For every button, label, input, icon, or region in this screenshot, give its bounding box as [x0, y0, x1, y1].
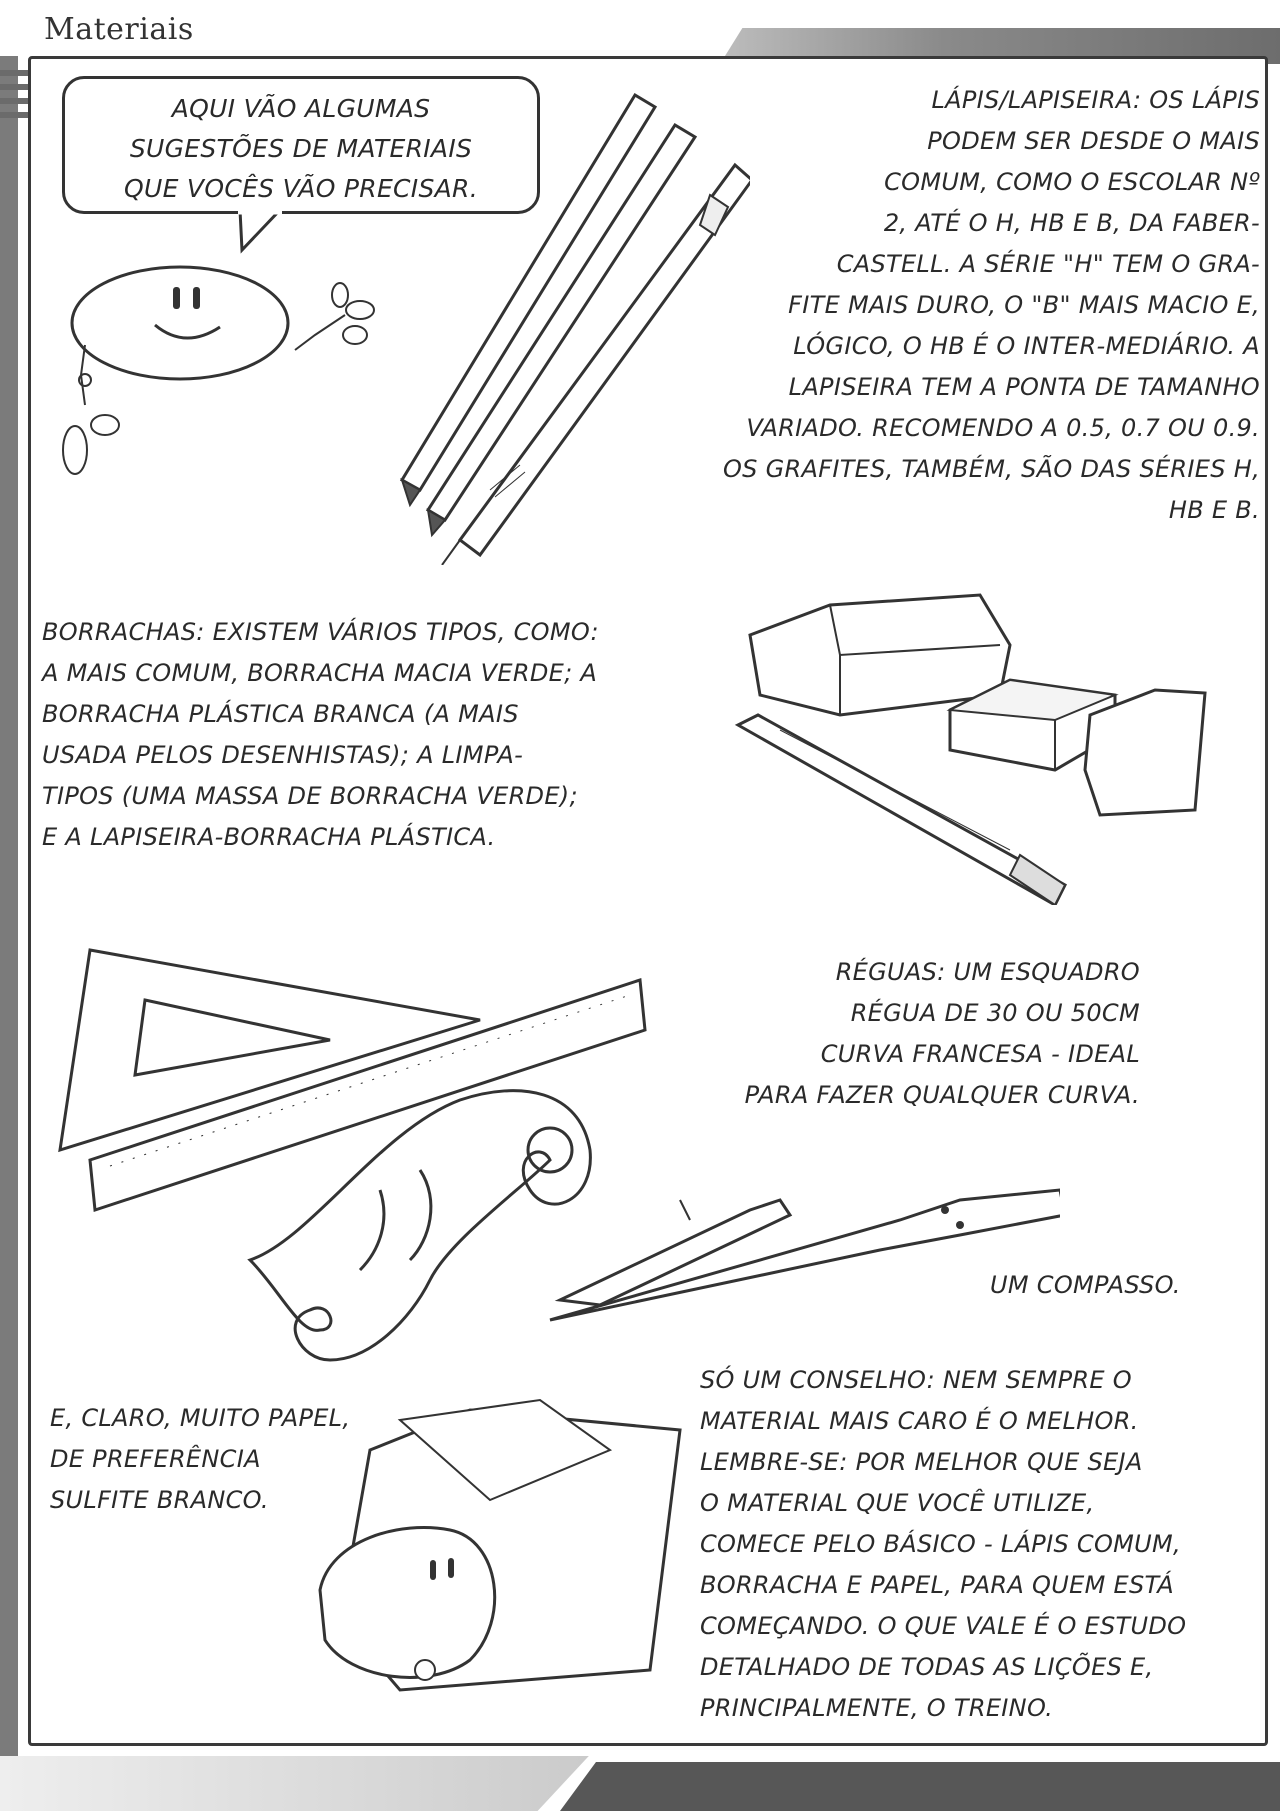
rulers-text-block: [540, 952, 1140, 1116]
text-line: TIPOS (UMA MASSA DE BORRACHA VERDE);: [42, 782, 578, 810]
advice-text-block: [700, 1360, 1260, 1729]
text-line: COMECE PELO BÁSICO - LÁPIS COMUM,: [700, 1530, 1181, 1558]
text-line: VARIADO. RECOMENDO A 0.5, 0.7 OU 0.9.: [746, 414, 1260, 442]
text-line: CURVA FRANCESA - IDEAL: [820, 1040, 1140, 1068]
text-line: RÉGUA DE 30 OU 50CM: [850, 999, 1140, 1027]
text-line: A MAIS COMUM, BORRACHA MACIA VERDE; A: [42, 659, 598, 687]
paper-character-illustration: [310, 1390, 690, 1700]
text-line: MATERIAL MAIS CARO É O MELHOR.: [700, 1407, 1139, 1435]
text-line: FITE MAIS DURO, O "B" MAIS MACIO E,: [788, 291, 1260, 319]
text-line: PRINCIPALMENTE, O TREINO.: [700, 1694, 1054, 1722]
text-line: DE PREFERÊNCIA: [50, 1445, 261, 1473]
text-line: PARA FAZER QUALQUER CURVA.: [744, 1081, 1140, 1109]
text-line: BORRACHAS: EXISTEM VÁRIOS TIPOS, COMO:: [42, 618, 599, 646]
text-line: SÓ UM CONSELHO: NEM SEMPRE O: [700, 1366, 1132, 1394]
compass-illustration: [540, 1180, 1060, 1340]
text-line: LAPISEIRA TEM A PONTA DE TAMANHO: [788, 373, 1260, 401]
text-line: CASTELL. A SÉRIE "H" TEM O GRA-: [836, 250, 1260, 278]
page-title: Materiais: [44, 12, 194, 47]
text-line: DETALHADO DE TODAS AS LIÇÕES E,: [700, 1653, 1154, 1681]
pencils-text-block: [560, 80, 1260, 531]
eraser-character-illustration: [55, 255, 395, 485]
speech-line: SUGESTÕES DE MATERIAIS: [129, 134, 473, 163]
text-line: LEMBRE-SE: POR MELHOR QUE SEJA: [700, 1448, 1143, 1476]
text-line: COMUM, COMO O ESCOLAR Nº: [884, 168, 1260, 196]
text-line: USADA PELOS DESENHISTAS); A LIMPA-: [42, 741, 524, 769]
erasers-text-block: [42, 612, 722, 858]
text-line: PODEM SER DESDE O MAIS: [927, 127, 1260, 155]
compass-label: UM COMPASSO.: [990, 1271, 1181, 1299]
text-line: E, CLARO, MUITO PAPEL,: [50, 1404, 351, 1432]
text-line: O MATERIAL QUE VOCÊ UTILIZE,: [700, 1489, 1095, 1517]
text-line: OS GRAFITES, TAMBÉM, SÃO DAS SÉRIES H,: [722, 455, 1260, 483]
speech-line: AQUI VÃO ALGUMAS: [171, 94, 431, 123]
speech-line: QUE VOCÊS VÃO PRECISAR.: [124, 174, 478, 203]
text-line: BORRACHA PLÁSTICA BRANCA (A MAIS: [42, 700, 519, 728]
text-line: 2, ATÉ O H, HB E B, DA FABER-: [883, 209, 1260, 237]
text-line: E A LAPISEIRA-BORRACHA PLÁSTICA.: [42, 823, 496, 851]
footer-decoration-dark: [560, 1762, 1280, 1811]
text-line: COMEÇANDO. O QUE VALE É O ESTUDO: [700, 1612, 1187, 1640]
text-line: BORRACHA E PAPEL, PARA QUEM ESTÁ: [700, 1571, 1174, 1599]
text-line: LÁPIS/LAPISEIRA: OS LÁPIS: [931, 86, 1260, 114]
left-band-decoration: [0, 56, 18, 1756]
speech-bubble-tail: [230, 210, 300, 260]
erasers-illustration: [720, 585, 1220, 905]
text-line: RÉGUAS: UM ESQUADRO: [835, 958, 1140, 986]
text-line: HB E B.: [1168, 496, 1260, 524]
text-line: LÓGICO, O HB É O INTER-MEDIÁRIO. A: [793, 332, 1260, 360]
text-line: SULFITE BRANCO.: [50, 1486, 269, 1514]
